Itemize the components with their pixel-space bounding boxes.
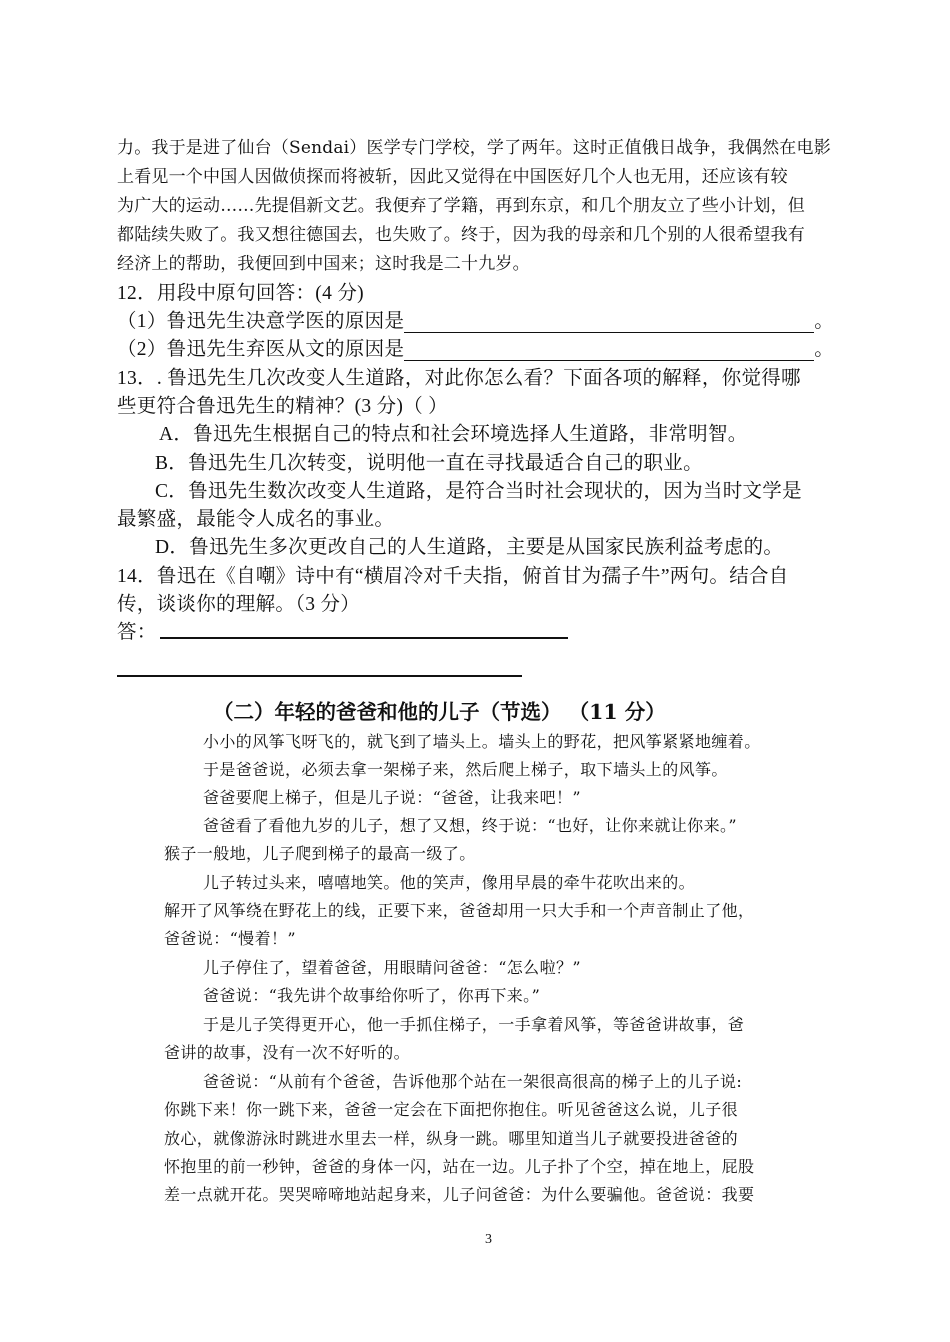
question-13-line1: 13．. 鲁迅先生几次改变人生道路，对此你怎么看？下面各项的解释，你觉得哪	[117, 368, 801, 389]
question-12-title: 12．用段中原句回答：(4 分)	[117, 283, 364, 304]
answer-line[interactable]	[117, 675, 522, 677]
end-mark: 。	[814, 311, 835, 332]
story-line: 儿子停住了，望着爸爸，用眼睛问爸爸：“怎么啦？”	[203, 958, 581, 977]
option-c-line2: 最繁盛，最能令人成名的事业。	[117, 509, 395, 530]
option-b: B．鲁迅先生几次转变，说明他一直在寻找最适合自己的职业。	[155, 453, 703, 474]
answer-blank[interactable]	[404, 359, 814, 361]
question-12-sub1	[117, 305, 834, 333]
question-14-line2: 传，谈谈你的理解。（3 分）	[117, 594, 361, 615]
end-mark: 。	[814, 339, 835, 360]
section-title: （二）年轻的爸爸和他的儿子（节选） （11 分）	[213, 700, 666, 724]
story-line: 于是儿子笑得更开心，他一手抓住梯子，一手拿着风筝，等爸爸讲故事，爸	[203, 1015, 745, 1034]
story-line: 爸爸要爬上梯子，但是儿子说：“爸爸，让我来吧！”	[203, 788, 581, 807]
question-13-line2: 些更符合鲁迅先生的精神？(3 分)（ ）	[117, 396, 448, 417]
passage-line: 为广大的运动……先提倡新文艺。我便弃了学籍，再到东京，和几个朋友立了些小计划，但	[117, 196, 805, 216]
passage-line: 上看见一个中国人因做侦探而将被斩，因此又觉得在中国医好几个人也无用，还应该有较	[117, 167, 788, 187]
story-line: 爸爸说：“我先讲个故事给你听了，你再下来。”	[203, 986, 541, 1005]
story-line: 爸爸说：“从前有个爸爸，告诉他那个站在一架很高很高的梯子上的儿子说:	[203, 1072, 743, 1091]
passage-line: 经济上的帮助，我便回到中国来；这时我是二十九岁。	[117, 254, 530, 274]
story-line: 爸讲的故事，没有一次不好听的。	[164, 1043, 411, 1062]
story-line: 小小的风筝飞呀飞的，就飞到了墙头上。墙头上的野花，把风筝紧紧地缠着。	[203, 732, 761, 751]
answer-label: 答：	[117, 622, 157, 643]
story-line: 你跳下来！你一跳下来，爸爸一定会在下面把你抱住。听见爸爸这么说，儿子很	[164, 1100, 739, 1119]
page-number: 3	[485, 1232, 492, 1247]
question-12-sub2	[117, 333, 834, 361]
option-a: A．鲁迅先生根据自己的特点和社会环境选择人生道路，非常明智。	[159, 424, 748, 445]
sub2-text: （2）鲁迅先生弃医从文的原因是	[117, 339, 405, 360]
question-14-line1: 14．鲁迅在《自嘲》诗中有“横眉冷对千夫指，俯首甘为孺子牛”两句。结合自	[117, 566, 789, 587]
story-line: 放心，就像游泳时跳进水里去一样，纵身一跳。哪里知道当儿子就要投进爸爸的	[164, 1129, 739, 1148]
story-line: 差一点就开花。哭哭啼啼地站起身来，儿子问爸爸：为什么要骗他。爸爸说：我要	[164, 1185, 755, 1204]
passage-line: 力。我于是进了仙台（Sendai）医学专门学校，学了两年。这时正值俄日战争，我偶然在电影	[117, 138, 831, 158]
story-line: 爸爸看了看他九岁的儿子，想了又想，终于说：“也好，让你来就让你来。”	[203, 816, 737, 835]
story-line: 解开了风筝绕在野花上的线，正要下来，爸爸却用一只大手和一个声音制止了他，	[164, 901, 755, 920]
option-d: D．鲁迅先生多次更改自己的人生道路，主要是从国家民族利益考虑的。	[155, 537, 784, 558]
story-line: 爸爸说：“慢着！”	[164, 929, 296, 948]
passage-line: 都陆续失败了。我又想往德国去，也失败了。终于，因为我的母亲和几个别的人很希望我有	[117, 225, 805, 245]
sub1-text: （1）鲁迅先生决意学医的原因是	[117, 311, 405, 332]
story-line: 怀抱里的前一秒钟，爸爸的身体一闪，站在一边。儿子扑了个空，掉在地上，屁股	[164, 1157, 755, 1176]
story-line: 儿子转过头来，嘻嘻地笑。他的笑声，像用早晨的牵牛花吹出来的。	[203, 873, 696, 892]
answer-line[interactable]	[160, 637, 568, 639]
option-c-line1: C．鲁迅先生数次改变人生道路，是符合当时社会现状的，因为当时文学是	[155, 481, 802, 502]
story-line: 于是爸爸说，必须去拿一架梯子来，然后爬上梯子，取下墙头上的风筝。	[203, 760, 728, 779]
story-line: 猴子一般地，儿子爬到梯子的最高一级了。	[164, 844, 476, 863]
